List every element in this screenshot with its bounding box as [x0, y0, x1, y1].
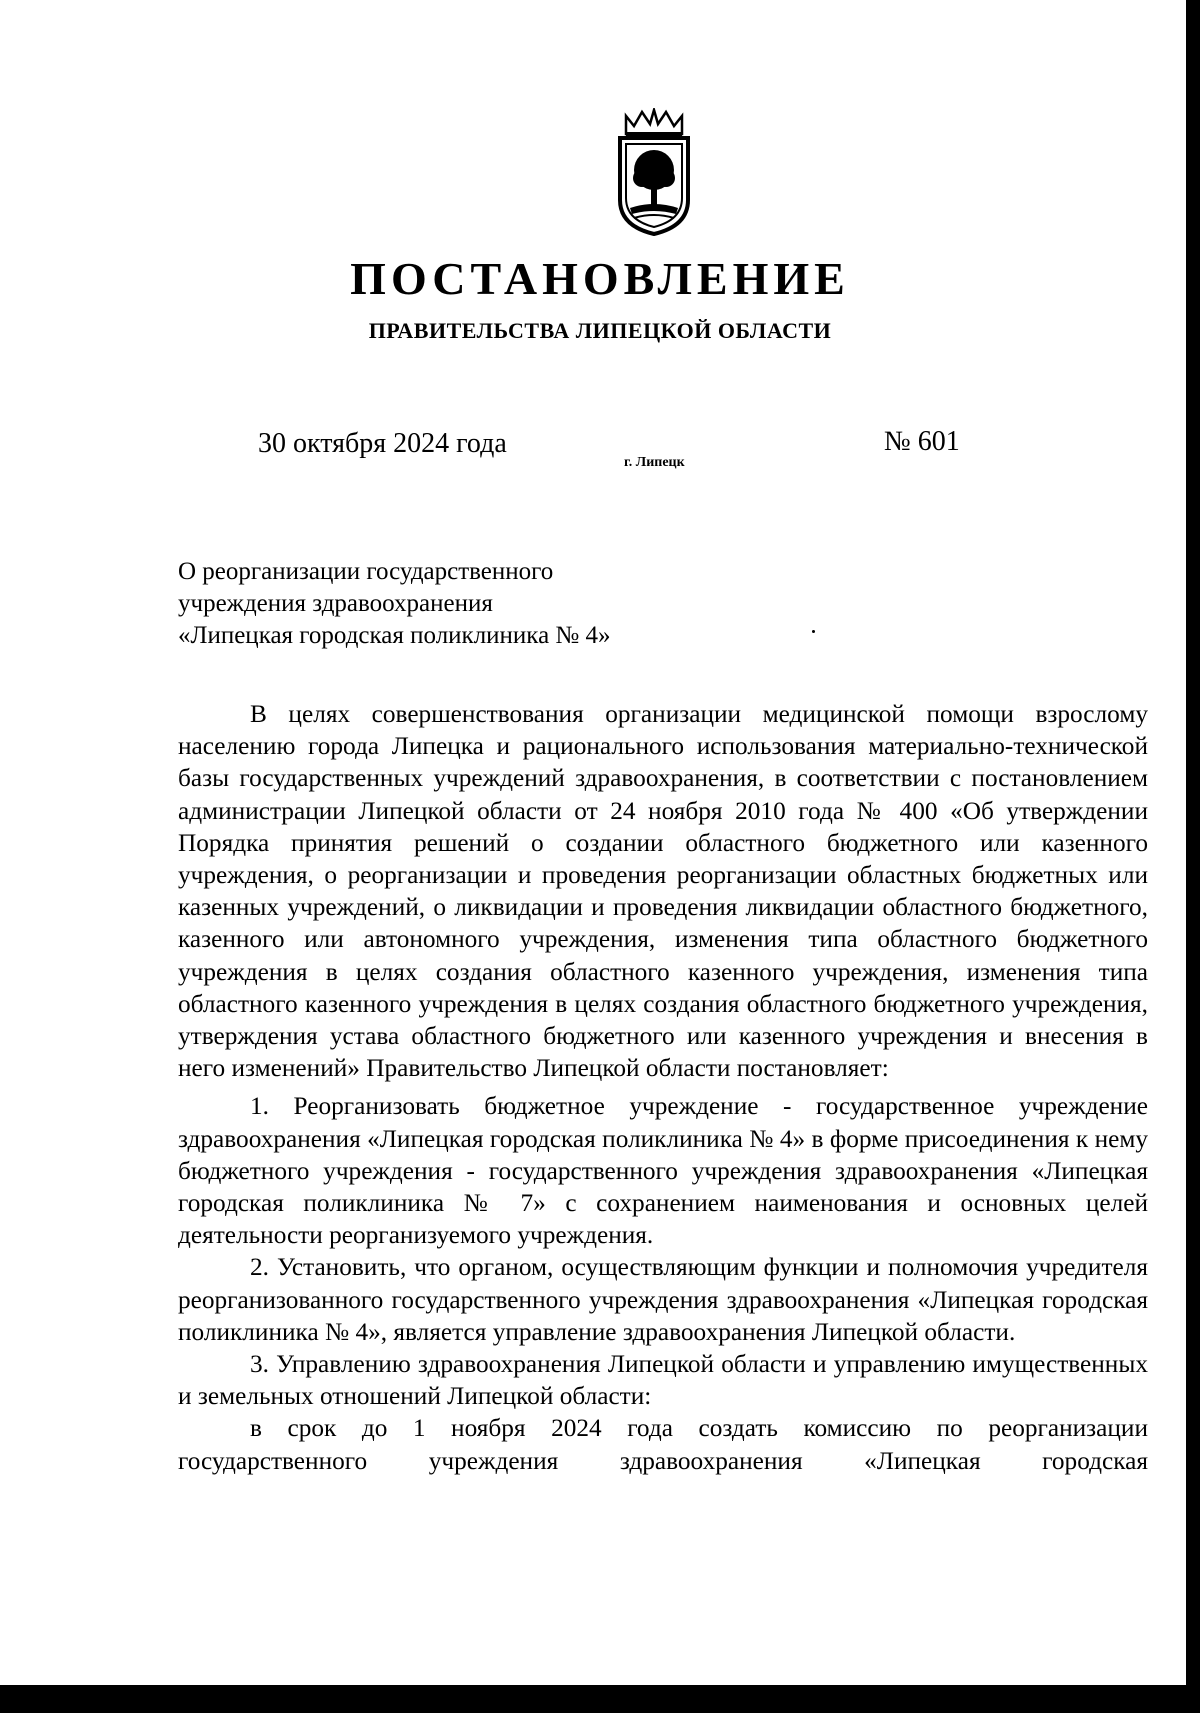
document-date: 30 октября 2024 года	[258, 428, 507, 459]
document-subject	[178, 556, 611, 652]
preamble-paragraph: В целях совершенствования организации медицинской помощи взрослому населению города Липецка и рационального использования материально-технической базы государственных учреждений здравоохранения, в соответствии с постановлением администрации Липецкой области от 24 ноября 2010 года № 400 «Об утверждении Порядка принятия решений о создании областного бюджетного или казенного учреждения, о реорганизации и проведения реорганизации областных бюджетных или казенных учреждений, о ликвидации и проведения ликвидации областного бюджетного, казенного или автономного учреждения, изменения типа областного бюджетного учреждения в целях создания областного казенного учреждения, изменения типа областного казенного учреждения в целях создания областного бюджетного учреждения, утверждения устава областного бюджетного или казенного учреждения и внесения в него изменений» Правительство Липецкой области постановляет:	[178, 700, 1148, 1083]
scan-edge-bottom	[0, 1685, 1200, 1713]
clause-1-paragraph: 1. Реорганизовать бюджетное учреждение - государственное учреждение здравоохранения «Липецкая городская поликлиника № 4» в форме присоединения к нему бюджетного учреждения - государственного учреждения здравоохранения «Липецкая городская поликлиника № 7» с сохранением наименования и основных целей деятельности реорганизуемого учреждения.	[178, 1092, 1148, 1250]
issuing-authority: ПРАВИТЕЛЬСТВА ЛИПЕЦКОЙ ОБЛАСТИ	[368, 318, 832, 343]
subject-line: учреждения здравоохранения	[178, 590, 493, 617]
document-city: г. Липецк	[624, 455, 685, 470]
document-body	[178, 698, 1148, 1477]
clause-2-paragraph: 2. Установить, что органом, осуществляющим функции и полномочия учредителя реорганизованного государственного учреждения здравоохранения «Липецкая городская поликлиника № 4», является управление здравоохранения Липецкой области.	[178, 1253, 1148, 1346]
clause-3-subitem-paragraph: в срок до 1 ноября 2024 года создать комиссию по реорганизации государственного учреждения здравоохранения «Липецкая городская	[178, 1414, 1148, 1475]
scan-speck	[812, 630, 815, 633]
clause-3-paragraph: 3. Управлению здравоохранения Липецкой области и управлению имущественных и земельных отношений Липецкой области:	[178, 1350, 1148, 1411]
coat-of-arms-icon	[612, 108, 696, 238]
document-title: ПОСТАНОВЛЕНИЕ	[350, 253, 850, 304]
subject-line: «Липецкая городская поликлиника № 4»	[178, 622, 611, 649]
subject-line: О реорганизации государственного	[178, 558, 554, 585]
document-number: № 601	[884, 426, 960, 457]
